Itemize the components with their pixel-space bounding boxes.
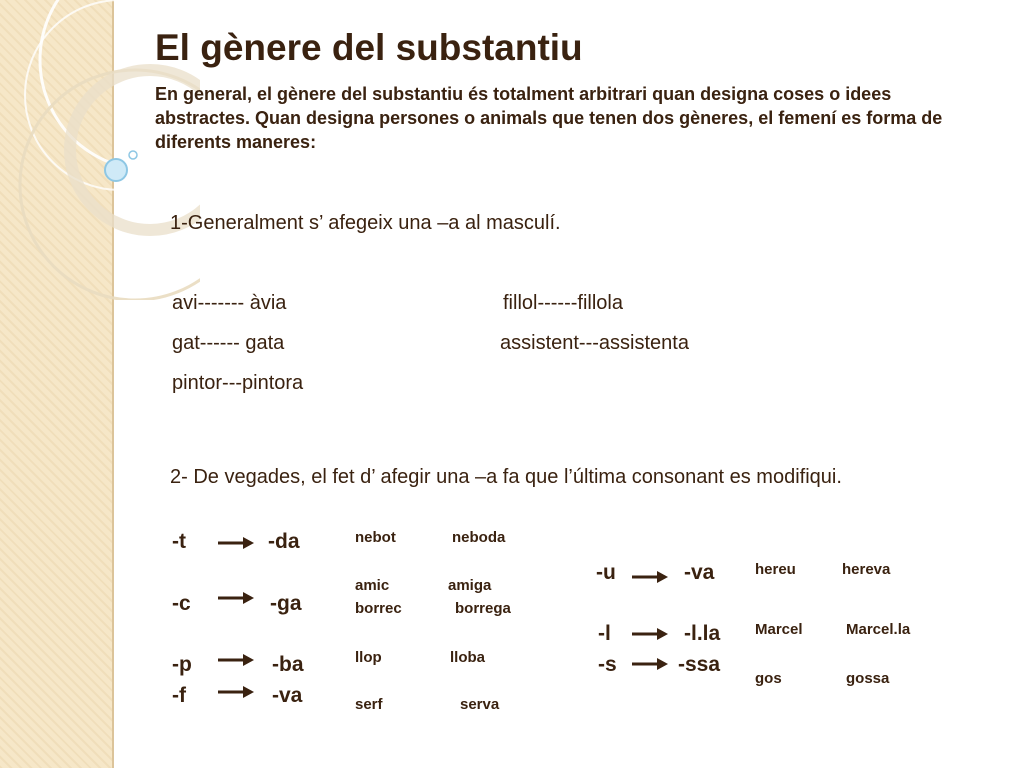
slide-title: El gènere del substantiu [155, 27, 583, 68]
arrow-right-icon [632, 656, 668, 672]
example-masc-serf: serf [355, 696, 383, 713]
rule-to-va-u: -va [684, 561, 715, 584]
rule-from-f: -f [172, 684, 186, 707]
example-fem-serva: serva [460, 696, 500, 713]
rule-2-heading: 2- De vegades, el fet d’ afegir una –a fa que l’última consonant es modifiqui. [170, 466, 842, 488]
example-fem-marcel-la: Marcel.la [846, 621, 911, 638]
rule-to-lla: -l.la [684, 622, 721, 645]
rule-1-example-right-1: fillol------fillola [503, 292, 623, 314]
example-masc-nebot: nebot [355, 529, 396, 546]
rule-to-va: -va [272, 684, 303, 707]
example-fem-neboda: neboda [452, 529, 506, 546]
slide-intro: En general, el gènere del substantiu és totalment arbitrari quan designa coses o idees abstractes. Quan designa persones o animals que tenen dos gèneres, el femení es forma de diferents maneres: [155, 84, 943, 152]
rule-1-heading: 1-Generalment s’ afegeix una –a al masculí. [170, 212, 561, 234]
rule-to-ssa: -ssa [678, 653, 721, 676]
arrow-right-icon [218, 684, 254, 700]
decorative-bubble-large [105, 159, 127, 181]
example-fem-amiga: amiga [448, 577, 492, 594]
example-fem-hereva: hereva [842, 561, 891, 578]
rule-1-example-left-2: gat------ gata [172, 332, 285, 354]
arrow-right-icon [632, 569, 668, 585]
example-fem-lloba: lloba [450, 649, 486, 666]
rule-from-s: -s [598, 653, 617, 676]
arrow-right-icon [218, 590, 254, 606]
example-masc-marcel: Marcel [755, 621, 803, 638]
rule-from-l: -l [598, 622, 611, 645]
rule-1-example-right-2: assistent---assistenta [500, 332, 689, 354]
arrow-right-icon [218, 652, 254, 668]
arrow-right-icon [632, 626, 668, 642]
example-masc-llop: llop [355, 649, 382, 666]
rule-from-p: -p [172, 653, 192, 676]
example-fem-gossa: gossa [846, 670, 890, 687]
rule-1-example-left-3: pintor---pintora [172, 372, 304, 394]
example-masc-borrec: borrec [355, 600, 402, 617]
decorative-bubble-small [129, 151, 137, 159]
rule-1-example-left-1: avi------- àvia [172, 292, 287, 314]
example-masc-amic: amic [355, 577, 390, 594]
example-masc-hereu: hereu [755, 561, 796, 578]
example-fem-borrega: borrega [455, 600, 511, 617]
rule-to-ba: -ba [272, 653, 304, 676]
rule-from-u: -u [596, 561, 616, 584]
rule-from-c: -c [172, 592, 191, 615]
arrow-right-icon [218, 535, 254, 551]
rule-to-da: -da [268, 530, 300, 553]
example-masc-gos: gos [755, 670, 782, 687]
rule-from-t: -t [172, 530, 186, 553]
rule-to-ga: -ga [270, 592, 302, 615]
